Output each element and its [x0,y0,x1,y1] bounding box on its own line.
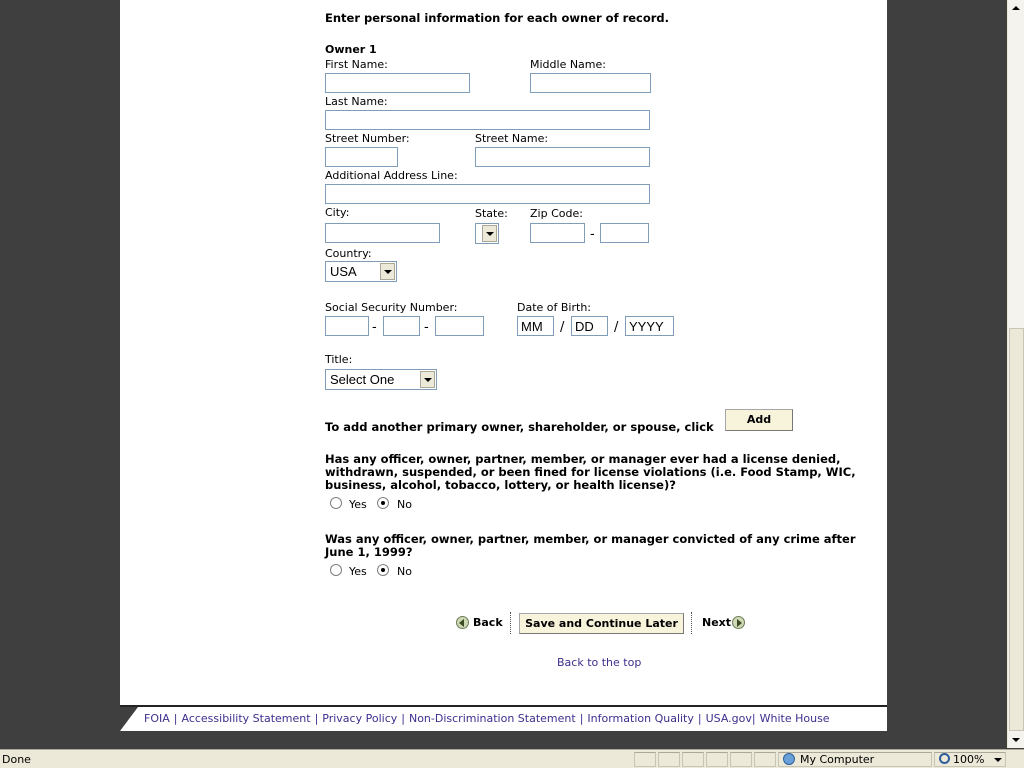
crime-no-radio[interactable] [377,564,389,576]
status-bar [0,749,1024,768]
dob-year-input[interactable] [625,316,674,336]
footer-link-white-house[interactable]: White House [759,712,830,725]
dob-slash: / [614,320,619,335]
scroll-up-icon[interactable] [1008,0,1024,17]
footer-link-non-discrimination[interactable]: Non-Discrimination Statement [408,712,576,725]
footer-separator: | [751,712,756,725]
scrollbar-thumb[interactable] [1009,328,1024,731]
ssn-dash: - [372,320,377,335]
title-value: Select One [330,372,395,387]
status-pane [634,752,656,767]
street-name-input[interactable] [475,147,650,167]
ssn-dash: - [424,320,429,335]
footer-link-usa-gov[interactable]: USA.gov [705,712,752,725]
computer-zone-icon [783,753,795,765]
intro-text: Enter personal information for each owner of record. [325,11,670,25]
crime-yes-label: Yes [349,565,367,578]
license-question: Has any officer, owner, partner, member, or manager ever had a license denied, withdrawn, suspended, or been fined for license violations (i.e. Food Stamp, WIC, business, alcohol, tobacco, lottery, or health license)? [325,452,856,492]
scroll-down-icon[interactable] [1008,731,1024,748]
dob-slash: / [560,320,565,335]
zone-text: My Computer [800,753,875,766]
footer-separator: | [314,712,319,725]
divider [510,612,511,634]
dob-month-input[interactable] [517,316,554,336]
dob-label: Date of Birth: [517,301,592,314]
footer-separator: | [401,712,405,725]
divider [691,612,692,634]
country-select[interactable] [325,261,397,282]
ssn-part3-input[interactable] [435,316,484,336]
middle-name-label: Middle Name: [530,58,606,71]
back-arrow-icon [456,616,469,629]
license-no-label: No [397,498,412,511]
ssn-part2-input[interactable] [383,316,420,336]
zoom-icon [939,753,950,764]
save-continue-later-button[interactable]: Save and Continue Later [519,613,684,634]
chevron-down-icon[interactable] [482,225,497,242]
crime-no-label: No [397,565,412,578]
footer-separator: | [579,712,584,725]
footer-link-accessibility[interactable]: Accessibility Statement [181,712,311,725]
zip-dash: - [590,227,595,242]
crime-question: Was any officer, owner, partner, member, or manager convicted of any crime after June 1, 1999? [325,532,856,559]
vertical-scrollbar[interactable] [1007,0,1024,748]
owner-heading: Owner 1 [325,43,377,56]
footer-notch [120,707,138,731]
license-yes-label: Yes [349,498,367,511]
ssn-label: Social Security Number: [325,301,458,314]
title-label: Title: [325,353,353,366]
additional-address-input[interactable] [325,184,650,204]
last-name-input[interactable] [325,110,650,130]
country-value: USA [330,264,357,279]
zoom-dropdown-icon[interactable] [994,758,1002,762]
next-arrow-icon [732,616,745,629]
city-label: City: [325,206,350,219]
footer-link-foia[interactable]: FOIA [144,712,170,725]
add-owner-text: To add another primary owner, shareholder, or spouse, click [325,420,714,434]
back-label: Back [473,616,503,629]
zip-plus4-input[interactable] [600,223,649,243]
zip-label: Zip Code: [530,207,583,220]
footer-separator: | [697,712,702,725]
back-button[interactable] [456,614,506,632]
footer-link-information-quality[interactable]: Information Quality [587,712,694,725]
street-number-input[interactable] [325,147,398,167]
crime-yes-radio[interactable] [330,564,342,576]
country-label: Country: [325,247,372,260]
back-to-top-link[interactable]: Back to the top [557,656,642,669]
middle-name-input[interactable] [530,73,651,93]
license-yes-radio[interactable] [330,497,342,509]
ssn-part1-input[interactable] [325,316,369,336]
state-select[interactable] [475,223,499,244]
first-name-label: First Name: [325,58,388,71]
chevron-down-icon[interactable] [380,263,395,280]
zoom-level: 100% [953,753,985,766]
additional-address-label: Additional Address Line: [325,169,458,182]
footer-divider [120,705,887,707]
city-input[interactable] [325,223,440,243]
footer-links [144,712,830,725]
next-button[interactable] [702,614,747,632]
footer-separator: | [173,712,178,725]
title-select[interactable] [325,369,437,390]
last-name-label: Last Name: [325,95,388,108]
status-pane [754,752,776,767]
street-name-label: Street Name: [475,132,549,145]
footer-link-privacy[interactable]: Privacy Policy [322,712,398,725]
state-label: State: [475,207,508,220]
next-label: Next [702,616,732,629]
zip-code-input[interactable] [530,223,585,243]
status-text: Done [2,753,31,766]
status-pane [658,752,680,767]
chevron-down-icon[interactable] [420,371,435,388]
status-pane [706,752,728,767]
page-content [120,0,887,731]
dob-day-input[interactable] [571,316,608,336]
add-owner-button[interactable]: Add [725,409,793,431]
first-name-input[interactable] [325,73,470,93]
street-number-label: Street Number: [325,132,410,145]
status-pane [682,752,704,767]
status-pane [730,752,752,767]
license-no-radio[interactable] [377,497,389,509]
